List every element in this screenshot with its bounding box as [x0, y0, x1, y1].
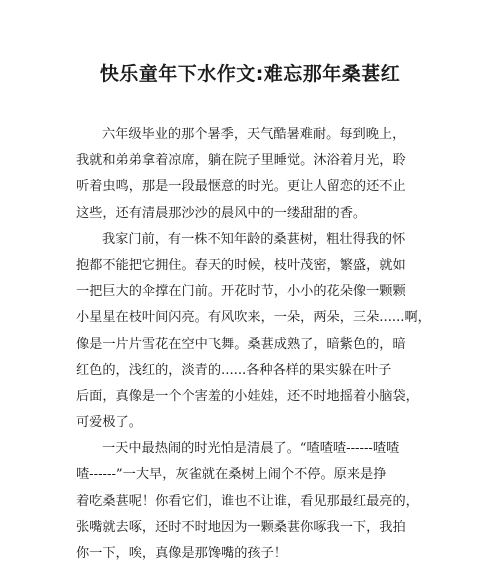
text-line: 我家门前，有一株不知年龄的桑葚树，粗壮得我的怀	[102, 231, 406, 247]
text-line: 抱都不能把它拥住。春天的时候，枝叶茂密，繁盛，就如	[76, 257, 406, 273]
text-line: 张嘴就去啄，还时不时地因为一颗桑葚你啄我一下，我拍	[76, 519, 406, 535]
text-line: 着吃桑葚呢！你看它们，谁也不让谁，看见那最红最亮的，	[76, 493, 419, 509]
text-line: 小星星在枝叶间闪亮。有风吹来，一朵，两朵，三朵......啊，	[76, 310, 431, 326]
article-title: 快乐童年下水作文:难忘那年桑葚红	[99, 63, 401, 85]
article-body	[76, 122, 476, 567]
text-line: 我就和弟弟拿着凉席，躺在院子里睡觉。沐浴着月光，聆	[76, 153, 406, 169]
text-line: 听着虫鸣，那是一段最惬意的时光。更让人留恋的还不止	[76, 179, 406, 195]
text-line: 喳------”一大早，灰雀就在桑树上闹个不停。原来是挣	[76, 467, 387, 483]
text-line: 像是一片片雪花在空中飞舞。桑葚成熟了，暗紫色的，暗	[76, 336, 406, 352]
text-line: 可爱极了。	[76, 415, 142, 431]
text-line: 你一下，唉，真像是那馋嘴的孩子！	[76, 546, 287, 561]
text-line: 这些，还有清晨那沙沙的晨风中的一缕甜甜的香。	[76, 205, 367, 221]
text-line: 一把巨大的伞撑在门前。开花时节，小小的花朵像一颗颗	[76, 284, 406, 300]
text-line: 后面，真像是一个个害羞的小娃娃，还不时地摇着小脑袋，	[76, 388, 419, 404]
text-line: 六年级毕业的那个暑季，天气酷暑难耐。每到晚上，	[102, 127, 406, 142]
text-line: 一天中最热闹的时光怕是清晨了。“喳喳喳------喳喳	[102, 441, 400, 457]
text-line: 红色的，浅红的，淡青的......各种各样的果实躲在叶子	[76, 362, 392, 378]
